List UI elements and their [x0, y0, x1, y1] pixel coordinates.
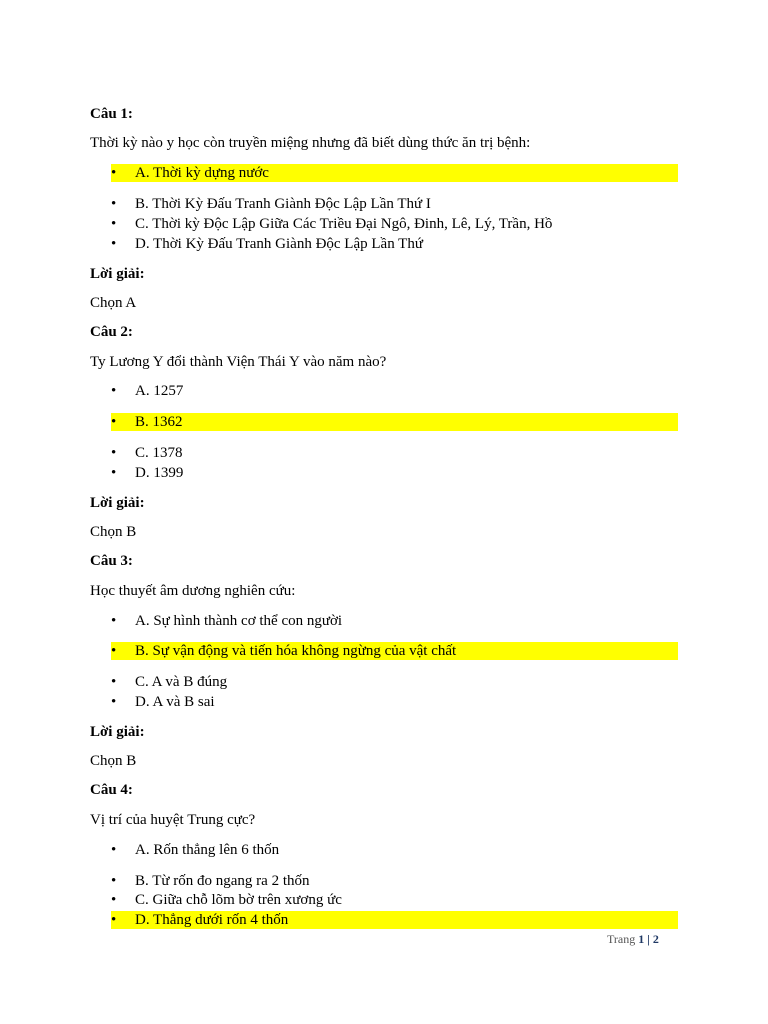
bullet-icon: •	[111, 414, 117, 430]
option-label: D. 1399	[135, 465, 184, 481]
question-1-solution: Chọn A	[90, 295, 137, 311]
footer-page-number: 1	[638, 932, 645, 946]
option-label: A. Thời kỳ dựng nước	[135, 165, 269, 181]
bullet-icon: •	[111, 912, 117, 928]
option-label: B. 1362	[135, 414, 183, 430]
option-label: A. Rốn thẳng lên 6 thốn	[135, 842, 280, 858]
question-3-option-c	[111, 673, 678, 691]
question-4-option-b	[111, 872, 678, 890]
option-label: C. Thời kỳ Độc Lập Giữa Các Triều Đại Ngô, Đinh, Lê, Lý, Trần, Hồ	[135, 216, 553, 232]
option-label: A. Sự hình thành cơ thể con người	[135, 613, 343, 629]
question-1-solution-label: Lời giải:	[90, 266, 145, 282]
question-2-solution: Chọn B	[90, 524, 137, 540]
bullet-icon: •	[111, 694, 117, 710]
option-label: B. Từ rốn đo ngang ra 2 thốn	[135, 873, 310, 889]
footer-label: Trang	[607, 932, 636, 946]
question-2-solution-label: Lời giải:	[90, 495, 145, 511]
question-2-option-d	[111, 464, 678, 482]
bullet-icon: •	[111, 674, 117, 690]
bullet-icon: •	[111, 892, 117, 908]
question-1-text: Thời kỳ nào y học còn truyền miệng nhưng đã biết dùng thức ăn trị bệnh:	[90, 135, 531, 151]
option-label: C. A và B đúng	[135, 674, 228, 690]
bullet-icon: •	[111, 236, 117, 252]
question-4-option-d	[111, 911, 678, 929]
question-3-solution: Chọn B	[90, 753, 137, 769]
bullet-icon: •	[111, 873, 117, 889]
question-3-option-b	[111, 642, 678, 660]
question-4-option-c	[111, 891, 678, 909]
bullet-icon: •	[111, 445, 117, 461]
bullet-icon: •	[111, 165, 117, 181]
bullet-icon: •	[111, 613, 117, 629]
question-3-solution-label: Lời giải:	[90, 724, 145, 740]
option-label: D. Thời Kỳ Đấu Tranh Giành Độc Lập Lần Thứ	[135, 236, 423, 252]
question-2-option-c	[111, 444, 678, 462]
question-1-option-c	[111, 215, 678, 233]
option-label: B. Sự vận động và tiến hóa không ngừng của vật chất	[135, 643, 457, 659]
bullet-icon: •	[111, 842, 117, 858]
bullet-icon: •	[111, 643, 117, 659]
question-1-option-d	[111, 235, 678, 253]
question-2-option-b	[111, 413, 678, 431]
page-footer	[607, 931, 659, 947]
question-3-heading: Câu 3:	[90, 553, 133, 569]
bullet-icon: •	[111, 216, 117, 232]
question-4-text: Vị trí của huyệt Trung cực?	[90, 812, 256, 828]
option-label: B. Thời Kỳ Đấu Tranh Giành Độc Lập Lần Thứ I	[135, 196, 431, 212]
option-label: C. 1378	[135, 445, 183, 461]
bullet-icon: •	[111, 383, 117, 399]
question-1-option-a	[111, 164, 678, 182]
question-4-heading: Câu 4:	[90, 782, 133, 798]
option-label: C. Giữa chỗ lõm bờ trên xương ức	[135, 892, 342, 908]
question-2-heading: Câu 2:	[90, 324, 133, 340]
question-2-option-a	[111, 382, 678, 400]
option-label: A. 1257	[135, 383, 184, 399]
question-1-option-b	[111, 195, 678, 213]
question-3-text: Học thuyết âm dương nghiên cứu:	[90, 583, 296, 599]
question-3-option-a	[111, 612, 678, 630]
option-label: D. A và B sai	[135, 694, 215, 710]
question-4-option-a	[111, 841, 678, 859]
option-label: D. Thẳng dưới rốn 4 thốn	[135, 912, 289, 928]
bullet-icon: •	[111, 196, 117, 212]
question-1-heading: Câu 1:	[90, 106, 133, 122]
question-3-option-d	[111, 693, 678, 711]
question-2-text: Ty Lương Y đổi thành Viện Thái Y vào năm nào?	[90, 354, 387, 370]
footer-separator: |	[647, 932, 650, 946]
footer-page-total: 2	[652, 932, 659, 946]
bullet-icon: •	[111, 465, 117, 481]
